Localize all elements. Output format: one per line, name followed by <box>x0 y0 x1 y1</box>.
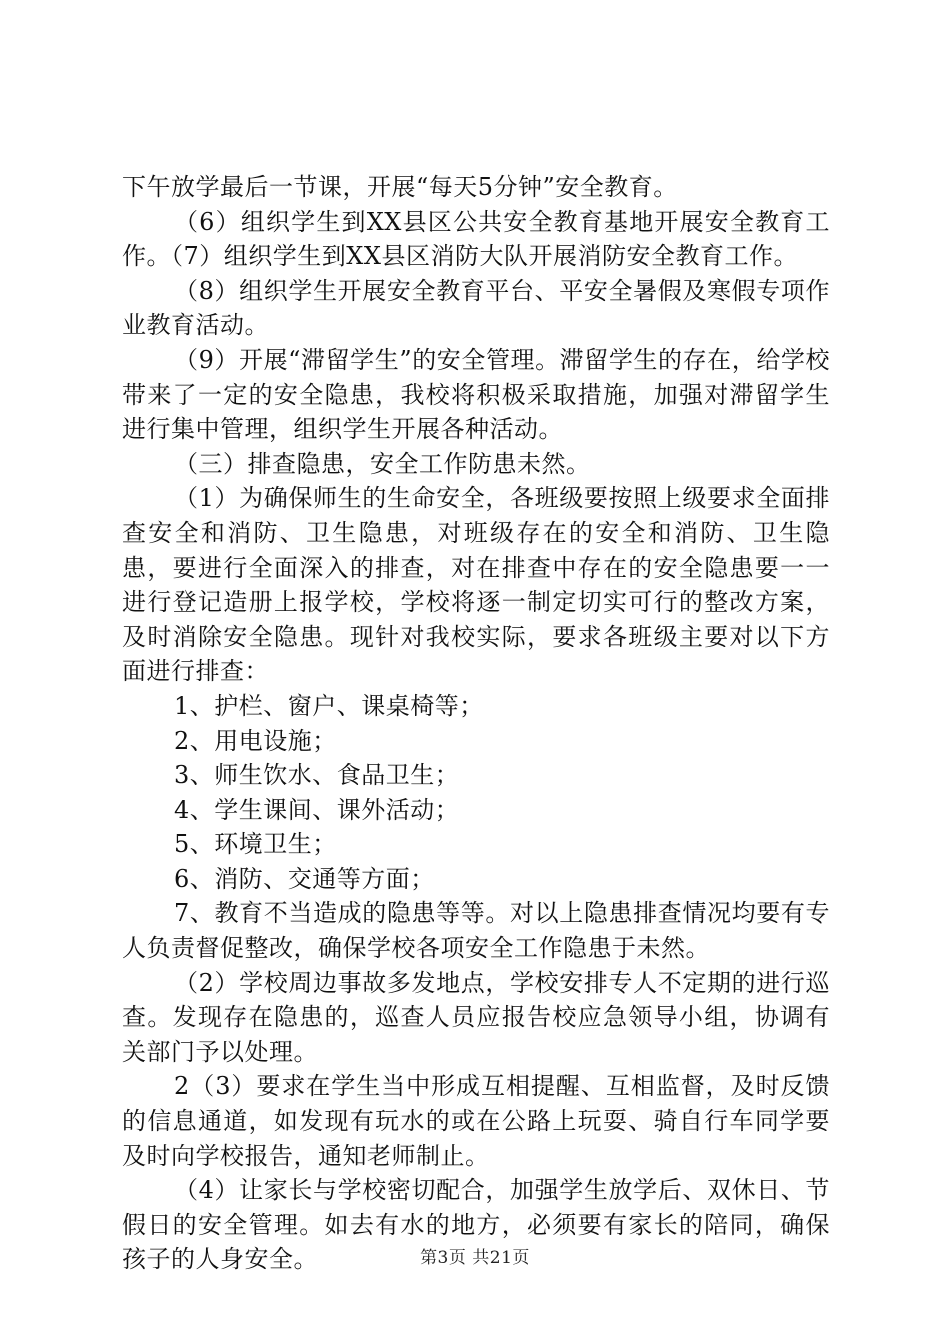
section-heading-3: （三）排查隐患，安全工作防患未然。 <box>174 449 591 478</box>
paragraph-p1: （6）组织学生到XX县区公共安全教育基地开展安全教育工作。（7）组织学生到XX县区消防大队开展消防安全教育工作。 <box>122 207 830 271</box>
paragraph-p0: 下午放学最后一节课，开展“每天5分钟”安全教育。 <box>122 173 678 201</box>
paragraph-p15: （4）让家长与学校密切配合，加强学生放学后、双休日、节假日的安全管理。如去有水的地方，必须要有家长的陪同，确保孩子的人身安全。 <box>122 1176 830 1274</box>
paragraph-p5: （1）为确保师生的生命安全，各班级要按照上级要求全面排查安全和消防、卫生隐患，对班级存在的安全和消防、卫生隐患，要进行全面深入的排查，对在排查中存在的安全隐患要一一进行登记造册上报学校，学校将逐一制定切实可行的整改方案，及时消除安全隐患。现针对我校实际，要求各班级主要对以下方面进行排查： <box>122 484 830 686</box>
list-item-4: 4、学生课间、课外活动； <box>174 795 460 824</box>
list-item-7: 7、教育不当造成的隐患等等。对以上隐患排查情况均要有专人负责督促整改，确保学校各项安全工作隐患于未然。 <box>122 899 830 963</box>
list-item-2: 2、用电设施； <box>174 726 337 755</box>
paragraph-p2: （8）组织学生开展安全教育平台、平安全暑假及寒假专项作业教育活动。 <box>122 276 830 340</box>
paragraph-p14: 2（3）要求在学生当中形成互相提醒、互相监督，及时反馈的信息通道，如发现有玩水的或在公路上玩耍、骑自行车同学要及时向学校报告，通知老师制止。 <box>122 1072 830 1170</box>
list-item-5: 5、环境卫生； <box>174 830 337 859</box>
paragraph-p13: （2）学校周边事故多发地点，学校安排专人不定期的进行巡查。发现存在隐患的，巡查人员应报告校应急领导小组，协调有关部门予以处理。 <box>122 968 830 1066</box>
paragraph-p3: （9）开展“滞留学生”的安全管理。滞留学生的存在，给学校带来了一定的安全隐患，我校将积极采取措施，加强对滞留学生进行集中管理，组织学生开展各种活动。 <box>122 345 830 444</box>
list-item-1: 1、护栏、窗户、课桌椅等； <box>174 691 484 720</box>
list-item-3: 3、师生饮水、食品卫生； <box>174 761 460 790</box>
document-body <box>122 170 830 1277</box>
list-item-6: 6、消防、交通等方面； <box>174 864 435 893</box>
page-footer: 第3页 共21页 <box>420 1248 530 1268</box>
